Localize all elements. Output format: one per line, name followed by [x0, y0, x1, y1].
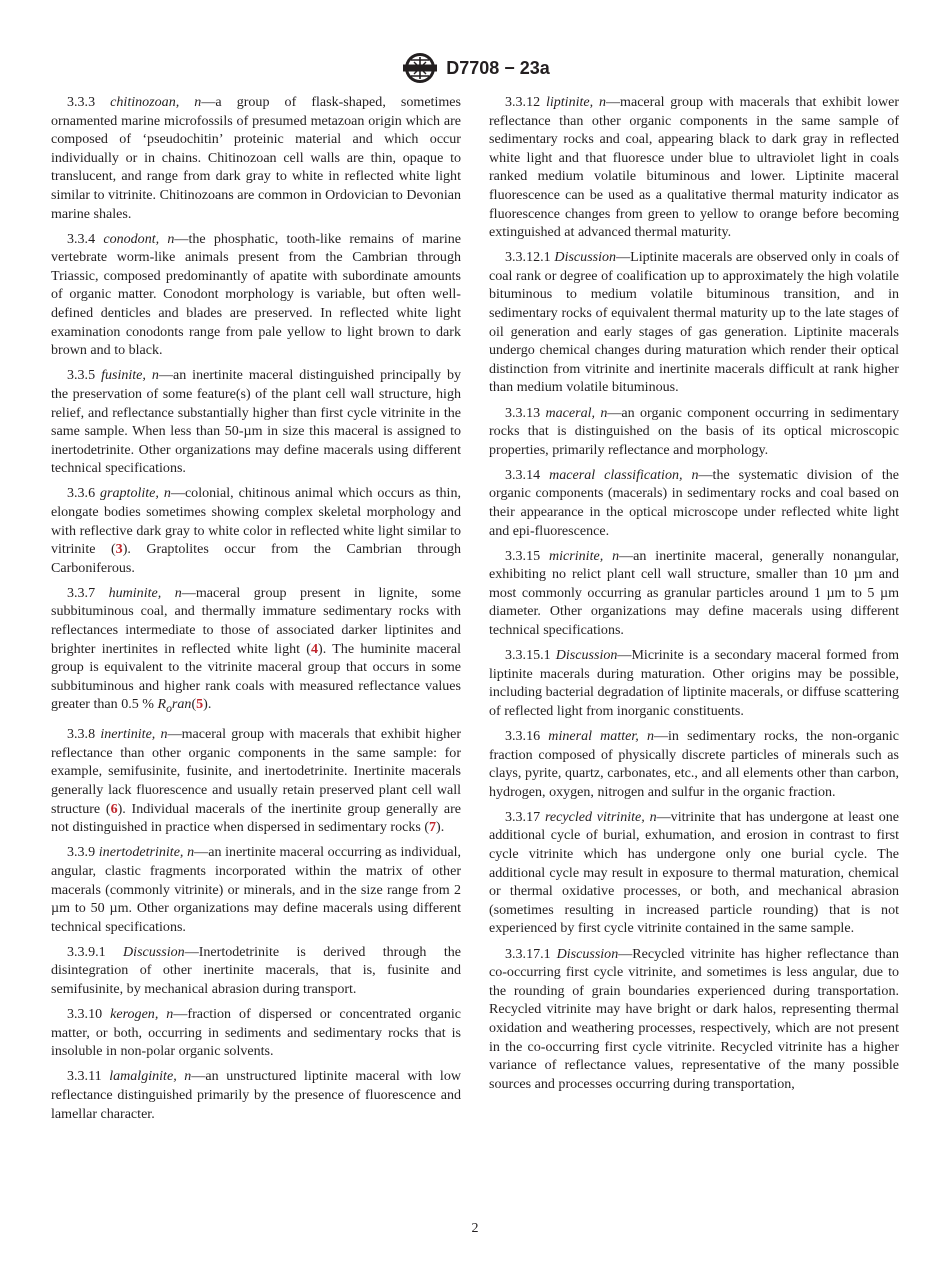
definition-text: ). Individual macerals of the inertinite group generally are not distinguished in practice when dispersed in sedimentary rocks ( — [51, 800, 461, 836]
definition-text: —fraction of dispersed or concentrated organic matter, or both, occurring in sediments and sedimentary rocks that is insoluble in non-polar organic solvents. — [51, 1006, 461, 1060]
defined-term: Discussion — [123, 943, 185, 960]
section-number: 3.3.12.1 — [505, 249, 551, 266]
definition-paragraph: 3.3.7 huminite, n—maceral group present in lignite, some subbituminous coal, and thermally immature sedimentary rocks with reflectances intermediate to those of associated darker liptinites and brighter inertinites in reflected white light (4). The huminite maceral group is equivalent to the vitrinite maceral group that occurs in some subbituminous and higher rank coals with measured reflectance values greater than 0.5 % $R_oran(5)$. — [51, 584, 461, 716]
definition-paragraph — [51, 93, 461, 223]
definition-paragraph — [489, 466, 899, 540]
definition-paragraph — [489, 945, 899, 1094]
reflectance-suffix: ran — [171, 696, 192, 713]
section-number: 3.3.4 — [67, 230, 96, 247]
definition-paragraph — [489, 93, 899, 242]
definition-text: —maceral group with macerals that exhibit higher reflectance than other organic components in the same sample: for example, semifusinite, fusinite, and inertodetrinite. Inertinite macerals generally lack fluorescence and usually retain preserved plant cell wall structure ( — [51, 726, 462, 817]
section-number: 3.3.14 — [505, 466, 541, 483]
definition-text: ). Graptolites occur from the Cambrian through Carboniferous. — [51, 541, 461, 576]
section-number: 3.3.13 — [505, 404, 541, 421]
reference-link: 7 — [429, 819, 437, 836]
definition-paragraph — [51, 943, 461, 999]
definition-paragraph — [489, 727, 899, 801]
definition-text: ). The huminite maceral group is equivalent to the vitrinite maceral group that occurs in some subbituminous and higher rank coals with measured reflectance values greater than 0.5 % — [51, 640, 461, 713]
section-number: 3.3.3 — [67, 94, 96, 110]
page-number: 2 — [471, 1221, 479, 1236]
section-number: 3.3.16 — [505, 728, 541, 744]
definition-text: —maceral group with macerals that exhibit lower reflectance than other organic components in the same sample of sedimentary rocks and coal, appearing black to dark gray in reflected white light and that fluoresce under blue to ultraviolet light in coals ranked medium volatile bituminous and lower. Liptinite maceral fluorescence can be used as a qualitative thermal maturity indicator as fluorescence changes from green to yellow to orange before becoming extinguished at advanced thermal maturity. — [489, 94, 900, 241]
section-number: 3.3.11 — [67, 1068, 102, 1085]
defined-term: micrinite, n — [549, 547, 620, 564]
document-designation: D7708 − 23a — [446, 57, 550, 78]
page-header — [0, 52, 950, 84]
definition-text: —an inertinite maceral, generally nonangular, exhibiting no relict plant cell wall structure, smaller than 10 µm and most commonly occurring as granular particles around 1 µm to 5 µm diameter. Other organizations may define macerals using different technical specifications. — [489, 547, 899, 639]
section-number: 3.3.7 — [67, 584, 96, 601]
defined-term: liptinite, n — [545, 94, 606, 110]
section-number: 3.3.6 — [67, 485, 96, 502]
defined-term: huminite, n — [108, 584, 182, 601]
definition-text: —Inertodetrinite is derived through the disintegration of other inertinite macerals, that is, fusinite and semifusinite, by mechanical abrasion during transport. — [51, 943, 461, 998]
defined-term: inertinite, n — [100, 726, 168, 743]
definition-paragraph — [489, 547, 899, 640]
section-number: 3.3.9 — [67, 844, 96, 861]
definition-paragraph — [489, 248, 899, 397]
definition-paragraph — [489, 808, 899, 938]
section-number: 3.3.12 — [505, 94, 541, 110]
defined-term: chitinozoan, n — [110, 94, 202, 110]
definition-text: —an unstructured liptinite maceral with low reflectance distinguished primarily by the presence of fluorescence and lamellar character. — [51, 1068, 461, 1122]
section-number: 3.3.9.1 — [67, 943, 106, 960]
defined-term: Discussion — [556, 945, 619, 962]
section-number: 3.3.17 — [505, 808, 541, 825]
definition-text: —colonial, chitinous animal which occurs as thin, elongate bodies sometimes showing complex skeletal morphology and with reflective dark gray to white color in reflected white light similar to vitrinite ( — [51, 485, 461, 558]
definition-text: ). — [203, 696, 212, 713]
astm-logo-icon — [400, 51, 440, 85]
definition-text: —Micrinite is a secondary maceral formed from liptinite macerals during maturation. Other origins may be possible, including bacterial degradation of liptinite macerals, or diffuse scattering of reflected light from inorganic constituents. — [489, 647, 899, 719]
definition-paragraph — [51, 1067, 461, 1123]
definition-paragraph — [489, 646, 899, 720]
definition-text: —Liptinite macerals are observed only in coals of coal rank or degree of coalification up to approximately the high volatile bituminous to medium volatile bituminous transition, and in sedimentary rocks of equivalent thermal maturity up to the late stages of oil generation and early stages of gas generation. Liptinite macerals undergo chemical changes during maturation which render their optical distinction from vitrinite and inertinite macerals difficult at rank higher than medium volatile bituminous. — [489, 249, 900, 396]
section-number: 3.3.17.1 — [505, 945, 551, 962]
defined-term: lamalginite, n — [109, 1068, 192, 1085]
definition-text: —in sedimentary rocks, the non-organic fraction composed of physically discrete particles of minerals such as clays, pyrite, quartz, carbonates, etc., and all elements other than carbon, hydrogen, oxygen, nitrogen and sulfur in the organic fraction. — [489, 728, 899, 800]
definition-text: —an organic component occurring in sedimentary rocks that is distinguished on the basis of its optical microscopic properties, primarily reflectance and morphology. — [489, 404, 900, 458]
definition-text: ). — [436, 819, 445, 836]
defined-term: maceral classification, n — [549, 466, 699, 483]
defined-term: maceral, n — [545, 404, 608, 421]
left-column — [51, 93, 461, 1130]
section-number: 3.3.15 — [505, 547, 541, 564]
definition-paragraph — [51, 366, 461, 478]
definition-paragraph — [51, 725, 461, 837]
reference-link: 4 — [310, 640, 319, 657]
definition-text: —Recycled vitrinite has higher reflectance than co-occurring first cycle vitrinite, and sometimes is less angular, due to the rounding of grain boundaries experienced during transportation. Recycled vitrinite may have bright or dark halos, representing thermal oxidation and weathering processes, respectively, which are not present in the co-occurring first cycle vitrinite. Recycled vitrinite has a higher variance of reflectance values, representative of the many possible sources and processes occurring during transportation, — [489, 945, 899, 1092]
definition-paragraph — [51, 230, 461, 360]
definition-text: —an inertinite maceral distinguished principally by the preservation of some feature(s) of the plant cell wall structure, high relief, and reflectance substantially higher than first cycle vitrinite in the same sample. When less than 50-µm in size this maceral is assigned to inertodetrinite. Other organizations may define macerals using different technical specifications. — [51, 367, 461, 477]
definition-paragraph — [489, 404, 899, 460]
defined-term: Discussion — [554, 249, 617, 266]
definition-text: —maceral group present in lignite, some subbituminous coal, and thermally immature sedimentary rocks with reflectances intermediate to those of associated darker liptinites and brighter inertinites in reflected white light ( — [51, 584, 461, 657]
defined-term: graptolite, n — [100, 485, 171, 502]
defined-term: Discussion — [555, 647, 618, 664]
defined-term: recycled vitrinite, n — [544, 808, 657, 825]
defined-term: fusinite, n — [101, 367, 159, 384]
section-number: 3.3.5 — [67, 367, 96, 384]
definition-text: —vitrinite that has undergone at least one additional cycle of burial, exhumation, and erosion in contrast to first cycle vitrinite which has undergone only one burial cycle. The additional cycle may result in exposure to thermal maturation, chemical or thermal oxidative processes, or both, and mechanical abrasion (sometimes resulting in increased particle rounding) that is not experienced by first cycle vitrinite contained in the same sample. — [489, 808, 899, 937]
defined-term: mineral matter, n — [548, 728, 654, 744]
right-column — [489, 93, 899, 1100]
defined-term: kerogen, n — [110, 1006, 174, 1023]
reflectance-symbol: R — [157, 696, 167, 713]
reflectance-subscript: o — [166, 702, 172, 716]
reference-link: 6 — [110, 800, 118, 817]
definition-paragraph — [51, 843, 461, 936]
section-number: 3.3.10 — [67, 1006, 103, 1023]
reference-link: 3 — [115, 541, 123, 558]
definition-text: —the phosphatic, tooth-like remains of marine vertebrate worm-like animals present from the Cambrian through Triassic, composed predominantly of apatite with subordinate amounts of organic matter. Conodont morphology is variable, but often well-defined denticles and blades are preserved. In reflected white light examination conodonts range from pale yellow to light brown to dark brown and to black. — [51, 230, 461, 359]
reference-link: 5 — [196, 696, 204, 713]
definition-text: —an inertinite maceral occurring as individual, angular, clastic fragments incorporated within the matrix of other macerals (commonly vitrinite) or minerals, and in the size range from 2 µm to 50 µm. Other organizations may define macerals using different technical specifications. — [51, 844, 462, 935]
definition-paragraph — [51, 484, 461, 577]
definition-text: —a group of flask-shaped, sometimes ornamented marine microfossils of presumed metazoan origin which are composed of ‘pseudochitin’ proteinic material and which occur individually or in chains. Chitinozoan cell walls are thin, opaque to translucent, and range from dark gray to white in reflected white light similar to vitrinite. Chitinozoans are common in Ordovician to Devonian marine shales. — [51, 94, 461, 222]
defined-term: conodont, n — [103, 230, 175, 247]
defined-term: inertodetrinite, n — [98, 844, 195, 861]
definition-text: —the systematic division of the organic components (macerals) in sedimentary rocks and coal based on their appearance in the optical microscope under reflected white light and epi-fluorescence. — [489, 466, 899, 539]
section-number: 3.3.15.1 — [505, 647, 551, 664]
definition-paragraph — [51, 1005, 461, 1061]
section-number: 3.3.8 — [67, 726, 96, 743]
